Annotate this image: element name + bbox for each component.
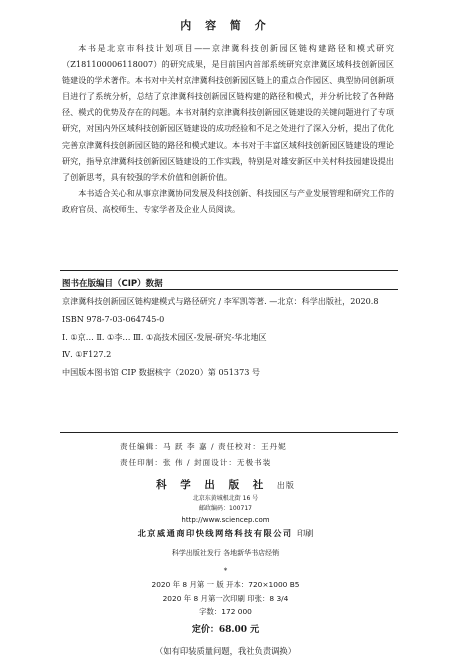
top-divider — [60, 270, 398, 271]
staff-line-editors: 责任编辑：马 跃 李 嘉 / 责任校对：王丹妮 — [120, 442, 287, 451]
cip-isbn: ISBN 978-7-03-064745-0 — [62, 313, 165, 324]
printing-line: 2020 年 8 月第一次印刷 印张：8 3/4 — [162, 593, 289, 603]
cip-block — [62, 293, 396, 382]
staff-credits — [120, 439, 287, 471]
price: 定价：68.00 元 — [191, 624, 260, 635]
publisher-name-line — [0, 477, 451, 494]
content-summary — [62, 40, 394, 217]
summary-paragraph-1: 本书是北京市科技计划项目——京津冀科技创新园区链构建路径和模式研究（Z181100006118007）的研究成果，是目前国内首部系统研究京津冀区域科技创新园区链建设的学术著作。本书对中关村京津冀科技创新园区链上的重点合作园区、典型协同创新项目进行了系统分析，总结了京津冀科技创新园区链构建的路径和模式，并分析比较了各种路径、模式的优势及存在的问题。本书对制约京津冀科技创新园区链建设的关键问题进行了专项研究，对国内外区域科技创新园区链建设的成功经验和不足之处进行了深入分析，提出了优化完善京津冀科技创新园区链的路径和模式建议。本书对于丰富区域科技创新园区链建设的理论研究，指导京津冀科技创新园区链建设的工作实践，特别是对雄安新区中关村科技园建设提出了创新思考，具有较强的学术价值和创新价值。 — [62, 43, 394, 182]
separator-star: * — [223, 567, 228, 575]
bottom-divider — [60, 432, 398, 433]
publisher-address: 北京东黄城根北街 16 号 — [192, 495, 259, 502]
cip-heading: 图书在版编目（CIP）数据 — [62, 279, 163, 289]
distribution-line: 科学出版社发行 各地新华书店经销 — [171, 549, 280, 557]
edition-line: 2020 年 8 月第 一 版 开本：720×1000 B5 — [151, 580, 300, 589]
page-title: 内 容 简 介 — [180, 19, 271, 32]
cip-class-number: Ⅳ. ①F127.2 — [62, 349, 112, 360]
summary-paragraph-2: 本书适合关心和从事京津冀协同发展及科技创新、科技园区与产业发展管理和研究工作的政府官员、高校师生、专家学者及企业人员阅读。 — [62, 187, 394, 214]
publisher-name-suffix: 出版 — [276, 481, 295, 490]
quality-note: （如有印装质量问题，我社负责调换） — [154, 645, 297, 656]
cip-classification: Ⅰ. ①京… Ⅱ. ①李… Ⅲ. ①高技术园区-发展-研究-华北地区 — [62, 331, 267, 342]
word-count: 字数：172 000 — [199, 607, 252, 616]
cip-title-line: 京津冀科技创新园区链构建模式与路径研究 / 李军凯等著. —北京：科学出版社，2020.8 — [62, 296, 379, 306]
cip-divider — [60, 289, 398, 290]
staff-line-design: 责任印制：张 伟 / 封面设计：无极书装 — [120, 458, 272, 467]
publisher-url: http://www.sciencep.com — [181, 516, 270, 524]
printer-line — [0, 526, 451, 541]
printer-name: 北京威通商印快线网络科技有限公司 — [137, 528, 293, 538]
publisher-postcode: 邮政编码：100717 — [199, 504, 252, 512]
printer-suffix: 印刷 — [296, 528, 314, 538]
cip-record-number: 中国版本图书馆 CIP 数据核字（2020）第 051373 号 — [62, 367, 261, 378]
publisher-info — [0, 477, 451, 658]
publisher-name: 科 学 出 版 社 — [156, 479, 269, 491]
